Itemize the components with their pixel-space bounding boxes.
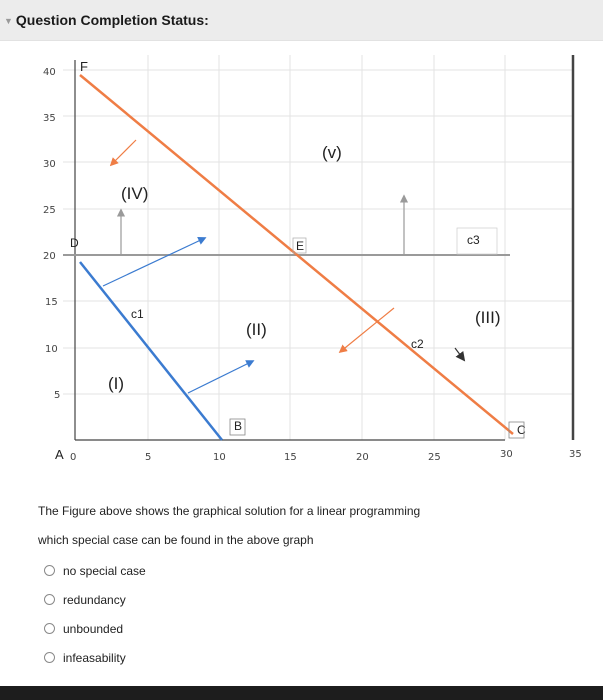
x-tick-labels [70, 449, 582, 463]
y-tick-label: 30 [43, 159, 56, 170]
option-redundancy[interactable] [44, 592, 344, 610]
y-tick-label: 20 [43, 251, 56, 262]
lp-graph-svg [0, 40, 603, 480]
bottom-bar [0, 686, 603, 700]
y-tick-label: 35 [43, 113, 56, 124]
constraint-label-c1: c1 [131, 307, 144, 321]
x-tick-label: 0 [70, 452, 77, 463]
y-tick-label: 10 [45, 344, 58, 355]
region-label-ii: (II) [246, 320, 267, 339]
x-tick-label: 5 [145, 452, 152, 463]
x-tick-label: 30 [500, 449, 513, 460]
option-infeasability[interactable] [44, 650, 344, 668]
radio-button[interactable] [44, 652, 55, 663]
region-label-v: (v) [322, 143, 342, 162]
question-line-2: which special case can be found in the above graph [38, 533, 314, 547]
x-tick-label: 25 [428, 452, 441, 463]
chevron-down-icon: ▼ [4, 16, 13, 26]
option-label: no special case [63, 564, 146, 578]
question-status-label: Question Completion Status: [15, 12, 209, 28]
question-status-header[interactable] [4, 12, 209, 28]
point-label-a: A [55, 447, 64, 462]
constraint-label-c2: c2 [411, 337, 424, 351]
y-tick-label: 5 [54, 390, 61, 401]
y-tick-label: 15 [45, 297, 58, 308]
point-label-f: F [80, 59, 88, 74]
option-unbounded[interactable] [44, 621, 344, 639]
x-tick-label: 20 [356, 452, 369, 463]
y-tick-label: 25 [43, 205, 56, 216]
point-label-e: E [296, 239, 305, 253]
region-label-i: (I) [108, 374, 125, 393]
graph-plot-area [63, 55, 573, 440]
y-tick-labels [43, 67, 60, 401]
lp-graph [0, 40, 603, 480]
option-label: unbounded [63, 622, 124, 636]
radio-button[interactable] [44, 565, 55, 576]
x-tick-label: 10 [213, 452, 226, 463]
point-label-d: D [70, 236, 79, 250]
question-line-1: The Figure above shows the graphical solution for a linear programming [38, 504, 421, 518]
point-label-c: C [517, 423, 526, 437]
region-label-iii: (III) [475, 308, 501, 327]
question-status-bar [0, 0, 603, 41]
radio-button[interactable] [44, 623, 55, 634]
option-label: infeasability [63, 651, 126, 665]
y-tick-label: 40 [43, 67, 56, 78]
radio-button[interactable] [44, 594, 55, 605]
constraint-label-c3: c3 [467, 233, 480, 247]
option-label: redundancy [63, 593, 126, 607]
point-label-b: B [234, 419, 243, 433]
x-tick-label: 15 [284, 452, 297, 463]
region-label-iv: (IV) [121, 184, 149, 203]
x-tick-label: 35 [569, 449, 582, 460]
option-no-special-case[interactable] [44, 563, 344, 581]
